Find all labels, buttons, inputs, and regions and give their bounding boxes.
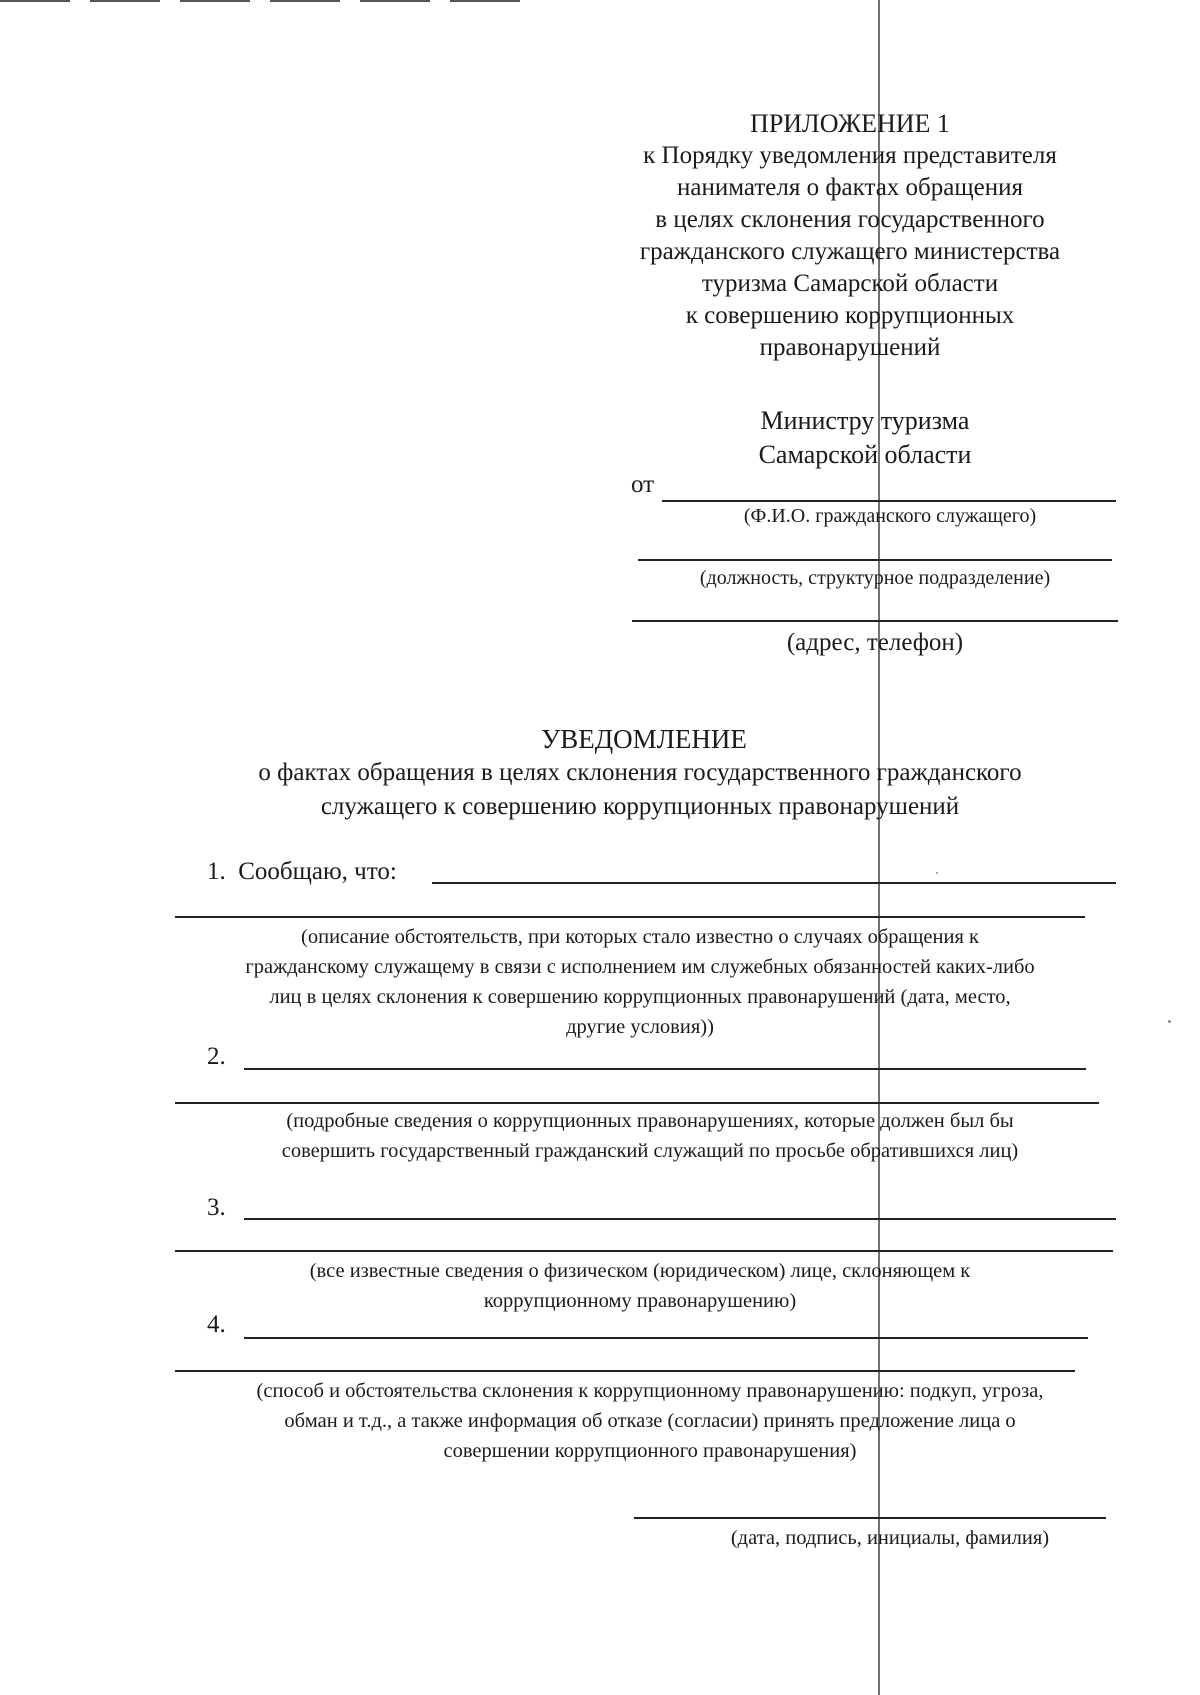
scan-speck bbox=[1168, 1020, 1171, 1023]
signature-field-line[interactable] bbox=[634, 1517, 1106, 1519]
notice-subtitle-line: о фактах обращения в целях склонения государственного гражданского bbox=[258, 759, 1022, 786]
caption-line: (описание обстоятельств, при которых стало известно о случаях обращения к bbox=[301, 926, 979, 948]
appendix-block bbox=[620, 108, 1080, 364]
item-2-caption bbox=[160, 1106, 1140, 1166]
addressee-line: Министру туризма bbox=[760, 406, 970, 435]
item-1-label: 1. Сообщаю, что: bbox=[207, 858, 397, 885]
scan-top-dash bbox=[0, 0, 530, 2]
caption-line: другие условия)) bbox=[566, 1016, 714, 1038]
caption-line: (подробные сведения о коррупционных правонарушениях, которые должен был бы bbox=[286, 1110, 1014, 1132]
appendix-title: ПРИЛОЖЕНИЕ 1 bbox=[750, 109, 950, 138]
item-2-field-line-2[interactable] bbox=[175, 1102, 1099, 1104]
item-3-label: 3. bbox=[207, 1194, 226, 1221]
position-caption: (должность, структурное подразделение) bbox=[699, 567, 1051, 589]
caption-line: (все известные сведения о физическом (юридическом) лице, склоняющем к bbox=[309, 1260, 971, 1282]
notice-title: УВЕДОМЛЕНИЕ bbox=[541, 724, 747, 754]
item-1-field-line[interactable] bbox=[432, 882, 1116, 884]
fio-field-line[interactable] bbox=[662, 500, 1116, 502]
caption-line: гражданскому служащему в связи с исполнением им служебных обязанностей каких-либо bbox=[245, 956, 1035, 978]
item-2-label: 2. bbox=[207, 1043, 226, 1070]
notice-subtitle bbox=[190, 756, 1090, 824]
caption-line: коррупционному правонарушению) bbox=[483, 1290, 797, 1312]
caption-line: (способ и обстоятельства склонения к коррупционному правонарушению: подкуп, угроза, bbox=[256, 1380, 1044, 1402]
item-4-field-line-2[interactable] bbox=[175, 1370, 1075, 1372]
signature-caption: (дата, подпись, инициалы, фамилия) bbox=[730, 1527, 1050, 1549]
caption-line: обман и т.д., а также информация об отказе (согласии) принять предложение лица о bbox=[284, 1410, 1016, 1432]
appendix-line: к Порядку уведомления представителя bbox=[643, 142, 1057, 169]
position-field-line[interactable] bbox=[638, 559, 1112, 561]
address-caption: (адрес, телефон) bbox=[786, 629, 964, 656]
item-1-caption bbox=[160, 922, 1120, 1042]
appendix-line: к совершению коррупционных bbox=[685, 302, 1015, 329]
item-4-caption bbox=[160, 1376, 1140, 1466]
appendix-line: нанимателя о фактах обращения bbox=[677, 174, 1023, 201]
appendix-line: в целях склонения государственного bbox=[655, 206, 1045, 233]
item-3-field-line[interactable] bbox=[244, 1218, 1116, 1220]
item-3-caption bbox=[160, 1256, 1120, 1316]
appendix-line: туризма Самарской области bbox=[701, 270, 999, 297]
addressee-block bbox=[700, 404, 1030, 472]
item-3-field-line-2[interactable] bbox=[175, 1250, 1113, 1252]
item-4-label: 4. bbox=[207, 1311, 226, 1338]
item-4-field-line[interactable] bbox=[244, 1337, 1088, 1339]
caption-line: лиц в целях склонения к совершению коррупционных правонарушений (дата, место, bbox=[269, 986, 1011, 1008]
appendix-line: правонарушений bbox=[759, 334, 941, 361]
fio-caption: (Ф.И.О. гражданского служащего) bbox=[743, 505, 1037, 527]
scan-speck bbox=[936, 872, 938, 874]
addressee-line: Самарской области bbox=[758, 440, 972, 469]
from-label: от bbox=[631, 471, 655, 498]
caption-line: совершении коррупционного правонарушения) bbox=[443, 1440, 857, 1462]
notice-subtitle-line: служащего к совершению коррупционных правонарушений bbox=[320, 793, 960, 820]
item-1-field-line-2[interactable] bbox=[175, 916, 1085, 918]
item-2-field-line[interactable] bbox=[244, 1068, 1086, 1070]
caption-line: совершить государственный гражданский служащий по просьбе обратившихся лиц) bbox=[281, 1140, 1019, 1162]
appendix-line: гражданского служащего министерства bbox=[639, 238, 1061, 265]
address-field-line[interactable] bbox=[632, 620, 1118, 622]
